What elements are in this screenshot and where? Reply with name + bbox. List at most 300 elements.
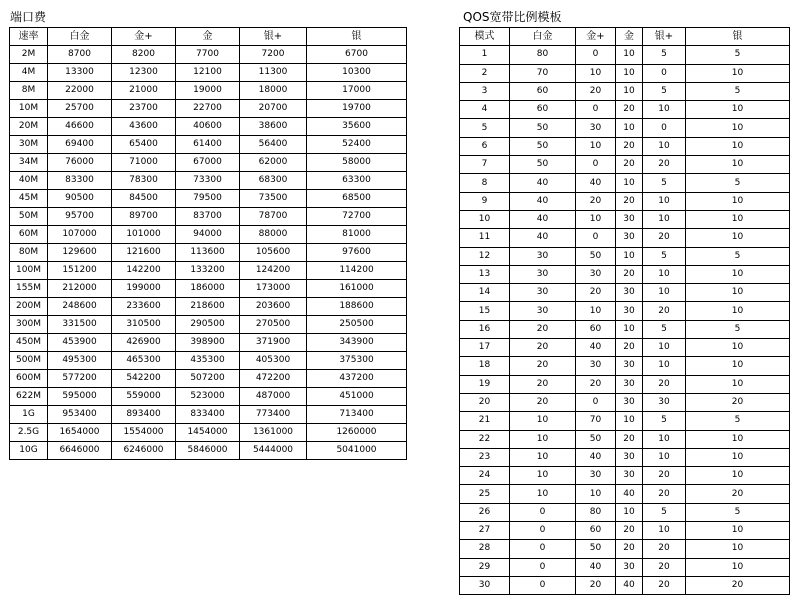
table-row <box>460 339 790 357</box>
table-cell: 10 <box>686 192 790 210</box>
table-cell: 161000 <box>307 280 407 298</box>
table-cell: 10 <box>686 101 790 119</box>
table-cell: 6246000 <box>112 442 176 460</box>
table-cell: 5 <box>686 412 790 430</box>
table-cell: 10 <box>686 302 790 320</box>
table-cell: 40 <box>510 229 576 247</box>
table-row <box>10 118 407 136</box>
table-cell: 40 <box>510 192 576 210</box>
table-cell: 81000 <box>307 226 407 244</box>
table-cell: 10G <box>10 442 48 460</box>
table-cell: 38600 <box>240 118 307 136</box>
table-cell: 100M <box>10 262 48 280</box>
table-cell: 331500 <box>48 316 112 334</box>
table-cell: 0 <box>576 156 616 174</box>
table-cell: 20 <box>510 357 576 375</box>
table-cell: 5 <box>686 46 790 64</box>
table-cell: 10 <box>616 46 643 64</box>
table-cell: 6 <box>460 137 510 155</box>
table-cell: 1 <box>460 46 510 64</box>
table-cell: 80 <box>576 503 616 521</box>
table-cell: 2M <box>10 46 48 64</box>
table-cell: 101000 <box>112 226 176 244</box>
table-row <box>460 320 790 338</box>
table-cell: 124200 <box>240 262 307 280</box>
table-cell: 30 <box>576 467 616 485</box>
table-cell: 19700 <box>307 100 407 118</box>
table-cell: 10 <box>576 210 616 228</box>
header-cell-platinum: 白金 <box>510 28 576 46</box>
table-cell: 60 <box>576 320 616 338</box>
table-cell: 78300 <box>112 172 176 190</box>
table-cell: 426900 <box>112 334 176 352</box>
table-cell: 10 <box>616 174 643 192</box>
table-cell: 10 <box>616 247 643 265</box>
table-cell: 8200 <box>112 46 176 64</box>
table-cell: 495300 <box>48 352 112 370</box>
table-cell: 10 <box>616 320 643 338</box>
table-cell: 0 <box>576 393 616 411</box>
table-cell: 24 <box>460 467 510 485</box>
table-cell: 5444000 <box>240 442 307 460</box>
table-cell: 9 <box>460 192 510 210</box>
table-row <box>460 156 790 174</box>
table-cell: 113600 <box>176 244 240 262</box>
table-cell: 40 <box>616 576 643 594</box>
table-cell: 290500 <box>176 316 240 334</box>
table-cell: 398900 <box>176 334 240 352</box>
table-cell: 10 <box>643 137 686 155</box>
table-cell: 20 <box>686 393 790 411</box>
table-cell: 78700 <box>240 208 307 226</box>
table-cell: 70 <box>576 412 616 430</box>
table-cell: 250500 <box>307 316 407 334</box>
table-cell: 34M <box>10 154 48 172</box>
table-cell: 248600 <box>48 298 112 316</box>
header-cell-silver: 银 <box>686 28 790 46</box>
table-cell: 1G <box>10 406 48 424</box>
table-cell: 20 <box>643 558 686 576</box>
header-cell-gold: 金 <box>616 28 643 46</box>
table-row <box>460 119 790 137</box>
table-cell: 30 <box>616 357 643 375</box>
table-cell: 25700 <box>48 100 112 118</box>
table-cell: 10 <box>643 522 686 540</box>
table-row <box>460 101 790 119</box>
table-cell: 10 <box>616 119 643 137</box>
table-cell: 114200 <box>307 262 407 280</box>
table-cell: 60 <box>510 82 576 100</box>
table-row <box>10 154 407 172</box>
table-cell: 43600 <box>112 118 176 136</box>
table-row <box>460 247 790 265</box>
table-cell: 30 <box>510 247 576 265</box>
table-cell: 1554000 <box>112 424 176 442</box>
table-cell: 83300 <box>48 172 112 190</box>
table-cell: 50 <box>510 156 576 174</box>
table-cell: 595000 <box>48 388 112 406</box>
table-cell: 13 <box>460 265 510 283</box>
header-cell-gold-plus: 金+ <box>576 28 616 46</box>
table-cell: 19000 <box>176 82 240 100</box>
table-cell: 30 <box>616 284 643 302</box>
table-cell: 4 <box>460 101 510 119</box>
table-cell: 50 <box>576 430 616 448</box>
table-cell: 50 <box>510 137 576 155</box>
table-cell: 23 <box>460 448 510 466</box>
qos-template-header-row <box>460 28 790 46</box>
table-cell: 10 <box>686 375 790 393</box>
table-cell: 233600 <box>112 298 176 316</box>
table-cell: 10 <box>686 540 790 558</box>
table-row <box>10 244 407 262</box>
table-cell: 20 <box>616 137 643 155</box>
table-cell: 343900 <box>307 334 407 352</box>
table-cell: 10 <box>643 357 686 375</box>
table-cell: 29 <box>460 558 510 576</box>
table-cell: 52400 <box>307 136 407 154</box>
table-cell: 10 <box>576 137 616 155</box>
table-cell: 23700 <box>112 100 176 118</box>
table-cell: 79500 <box>176 190 240 208</box>
table-cell: 0 <box>576 101 616 119</box>
table-cell: 600M <box>10 370 48 388</box>
qos-template-table-body <box>460 46 790 595</box>
table-cell: 30 <box>616 302 643 320</box>
table-cell: 20 <box>460 393 510 411</box>
table-cell: 622M <box>10 388 48 406</box>
table-cell: 12100 <box>176 64 240 82</box>
table-cell: 10 <box>643 192 686 210</box>
table-cell: 7200 <box>240 46 307 64</box>
table-cell: 5846000 <box>176 442 240 460</box>
table-cell: 453900 <box>48 334 112 352</box>
header-cell-gold-plus: 金+ <box>112 28 176 46</box>
table-cell: 10 <box>510 412 576 430</box>
table-row <box>460 430 790 448</box>
table-row <box>10 100 407 118</box>
table-cell: 5 <box>686 174 790 192</box>
table-cell: 10 <box>643 430 686 448</box>
table-cell: 60 <box>510 101 576 119</box>
table-cell: 70 <box>510 64 576 82</box>
table-cell: 22 <box>460 430 510 448</box>
table-cell: 73500 <box>240 190 307 208</box>
table-cell: 10 <box>686 210 790 228</box>
table-cell: 20 <box>616 156 643 174</box>
table-cell: 437200 <box>307 370 407 388</box>
table-cell: 5 <box>460 119 510 137</box>
table-cell: 20 <box>643 467 686 485</box>
port-fee-title: 端口费 <box>10 10 47 24</box>
table-cell: 10 <box>686 119 790 137</box>
table-cell: 0 <box>510 503 576 521</box>
port-fee-table-body <box>10 46 407 460</box>
table-cell: 0 <box>643 119 686 137</box>
table-cell: 45M <box>10 190 48 208</box>
table-cell: 50 <box>510 119 576 137</box>
table-cell: 40M <box>10 172 48 190</box>
table-cell: 50 <box>576 247 616 265</box>
table-cell: 20 <box>643 485 686 503</box>
table-cell: 40 <box>576 448 616 466</box>
table-cell: 30 <box>576 119 616 137</box>
table-cell: 435300 <box>176 352 240 370</box>
table-row <box>460 558 790 576</box>
table-cell: 2 <box>460 64 510 82</box>
table-cell: 40600 <box>176 118 240 136</box>
table-cell: 10 <box>510 467 576 485</box>
table-cell: 14 <box>460 284 510 302</box>
table-cell: 472200 <box>240 370 307 388</box>
table-cell: 10 <box>686 156 790 174</box>
table-row <box>10 64 407 82</box>
table-cell: 133200 <box>176 262 240 280</box>
table-cell: 405300 <box>240 352 307 370</box>
table-cell: 212000 <box>48 280 112 298</box>
table-cell: 1454000 <box>176 424 240 442</box>
table-cell: 13300 <box>48 64 112 82</box>
header-cell-silver-plus: 银+ <box>240 28 307 46</box>
table-cell: 95700 <box>48 208 112 226</box>
table-cell: 18000 <box>240 82 307 100</box>
table-cell: 310500 <box>112 316 176 334</box>
header-cell-silver-plus: 银+ <box>643 28 686 46</box>
table-cell: 5 <box>643 503 686 521</box>
table-cell: 17 <box>460 339 510 357</box>
table-cell: 16 <box>460 320 510 338</box>
table-cell: 10 <box>510 430 576 448</box>
table-row <box>460 174 790 192</box>
table-cell: 12 <box>460 247 510 265</box>
table-cell: 5 <box>686 503 790 521</box>
header-cell-rate: 速率 <box>10 28 48 46</box>
table-row <box>10 298 407 316</box>
table-cell: 10 <box>643 284 686 302</box>
table-cell: 10 <box>643 210 686 228</box>
table-cell: 0 <box>643 64 686 82</box>
table-cell: 186000 <box>176 280 240 298</box>
table-cell: 40 <box>576 339 616 357</box>
table-cell: 8M <box>10 82 48 100</box>
table-cell: 50 <box>576 540 616 558</box>
table-cell: 20 <box>576 192 616 210</box>
table-cell: 713400 <box>307 406 407 424</box>
header-cell-mode: 模式 <box>460 28 510 46</box>
table-cell: 25 <box>460 485 510 503</box>
table-cell: 20 <box>576 284 616 302</box>
table-row <box>460 467 790 485</box>
table-row <box>460 503 790 521</box>
table-cell: 21 <box>460 412 510 430</box>
table-cell: 80M <box>10 244 48 262</box>
table-cell: 19 <box>460 375 510 393</box>
table-cell: 10 <box>576 485 616 503</box>
table-cell: 30M <box>10 136 48 154</box>
table-cell: 5 <box>686 82 790 100</box>
table-cell: 5 <box>686 247 790 265</box>
table-cell: 10 <box>686 467 790 485</box>
table-row <box>460 393 790 411</box>
table-cell: 20 <box>643 229 686 247</box>
table-cell: 60 <box>576 522 616 540</box>
table-cell: 0 <box>510 540 576 558</box>
table-cell: 173000 <box>240 280 307 298</box>
table-cell: 40 <box>616 485 643 503</box>
table-cell: 10 <box>686 558 790 576</box>
table-cell: 7700 <box>176 46 240 64</box>
table-cell: 20 <box>510 393 576 411</box>
table-cell: 5 <box>643 82 686 100</box>
table-row <box>460 46 790 64</box>
table-cell: 12300 <box>112 64 176 82</box>
table-row <box>10 172 407 190</box>
table-cell: 10 <box>510 485 576 503</box>
table-row <box>460 229 790 247</box>
table-cell: 30 <box>616 229 643 247</box>
table-cell: 1654000 <box>48 424 112 442</box>
table-row <box>460 522 790 540</box>
table-cell: 30 <box>616 448 643 466</box>
table-row <box>10 388 407 406</box>
table-cell: 5 <box>686 320 790 338</box>
table-cell: 20700 <box>240 100 307 118</box>
table-cell: 10 <box>686 64 790 82</box>
table-cell: 20 <box>643 156 686 174</box>
table-cell: 60M <box>10 226 48 244</box>
table-row <box>10 424 407 442</box>
table-cell: 10 <box>686 522 790 540</box>
table-cell: 523000 <box>176 388 240 406</box>
table-cell: 20 <box>643 302 686 320</box>
table-cell: 465300 <box>112 352 176 370</box>
table-cell: 5 <box>643 412 686 430</box>
table-cell: 10 <box>576 302 616 320</box>
table-cell: 61400 <box>176 136 240 154</box>
table-cell: 1361000 <box>240 424 307 442</box>
table-cell: 22000 <box>48 82 112 100</box>
table-cell: 22700 <box>176 100 240 118</box>
table-cell: 26 <box>460 503 510 521</box>
table-row <box>10 352 407 370</box>
table-cell: 94000 <box>176 226 240 244</box>
table-cell: 0 <box>576 229 616 247</box>
table-row <box>10 82 407 100</box>
table-row <box>460 412 790 430</box>
table-cell: 6700 <box>307 46 407 64</box>
table-cell: 68300 <box>240 172 307 190</box>
port-fee-table <box>9 27 407 460</box>
table-row <box>10 334 407 352</box>
table-cell: 375300 <box>307 352 407 370</box>
table-cell: 155M <box>10 280 48 298</box>
table-cell: 10 <box>643 101 686 119</box>
table-cell: 10 <box>686 357 790 375</box>
table-cell: 73300 <box>176 172 240 190</box>
table-cell: 10 <box>616 412 643 430</box>
table-cell: 30 <box>616 467 643 485</box>
table-cell: 20 <box>510 375 576 393</box>
table-cell: 8 <box>460 174 510 192</box>
table-cell: 773400 <box>240 406 307 424</box>
table-cell: 50M <box>10 208 48 226</box>
table-cell: 542200 <box>112 370 176 388</box>
table-cell: 5 <box>643 46 686 64</box>
table-cell: 2.5G <box>10 424 48 442</box>
table-cell: 10 <box>510 448 576 466</box>
table-cell: 10 <box>686 339 790 357</box>
header-cell-silver: 银 <box>307 28 407 46</box>
table-row <box>460 284 790 302</box>
table-row <box>460 448 790 466</box>
table-cell: 30 <box>643 393 686 411</box>
table-cell: 65400 <box>112 136 176 154</box>
table-row <box>10 262 407 280</box>
table-row <box>10 136 407 154</box>
table-cell: 10 <box>616 64 643 82</box>
table-cell: 833400 <box>176 406 240 424</box>
table-cell: 487000 <box>240 388 307 406</box>
table-cell: 3 <box>460 82 510 100</box>
table-cell: 88000 <box>240 226 307 244</box>
table-cell: 151200 <box>48 262 112 280</box>
table-row <box>460 302 790 320</box>
table-cell: 10 <box>576 64 616 82</box>
table-cell: 577200 <box>48 370 112 388</box>
table-row <box>10 316 407 334</box>
table-row <box>460 576 790 594</box>
table-cell: 10 <box>460 210 510 228</box>
table-cell: 72700 <box>307 208 407 226</box>
table-cell: 893400 <box>112 406 176 424</box>
table-row <box>10 370 407 388</box>
table-cell: 142200 <box>112 262 176 280</box>
table-row <box>460 485 790 503</box>
table-cell: 30 <box>616 393 643 411</box>
table-cell: 15 <box>460 302 510 320</box>
table-cell: 17000 <box>307 82 407 100</box>
table-row <box>460 540 790 558</box>
table-cell: 40 <box>576 174 616 192</box>
table-cell: 4M <box>10 64 48 82</box>
table-row <box>10 46 407 64</box>
table-cell: 63300 <box>307 172 407 190</box>
table-row <box>460 137 790 155</box>
table-cell: 18 <box>460 357 510 375</box>
table-cell: 5 <box>643 174 686 192</box>
table-cell: 0 <box>510 522 576 540</box>
table-cell: 20 <box>616 339 643 357</box>
table-cell: 10300 <box>307 64 407 82</box>
table-cell: 20 <box>616 522 643 540</box>
table-cell: 40 <box>510 210 576 228</box>
table-cell: 10 <box>643 339 686 357</box>
table-cell: 20 <box>686 576 790 594</box>
header-cell-gold: 金 <box>176 28 240 46</box>
table-cell: 0 <box>510 576 576 594</box>
table-cell: 20 <box>616 430 643 448</box>
table-row <box>10 406 407 424</box>
table-cell: 30 <box>576 265 616 283</box>
table-cell: 58000 <box>307 154 407 172</box>
table-cell: 8700 <box>48 46 112 64</box>
port-fee-header-row <box>10 28 407 46</box>
qos-template-table <box>459 27 790 595</box>
table-cell: 20 <box>643 576 686 594</box>
table-cell: 953400 <box>48 406 112 424</box>
table-cell: 20 <box>576 375 616 393</box>
table-cell: 10 <box>686 430 790 448</box>
